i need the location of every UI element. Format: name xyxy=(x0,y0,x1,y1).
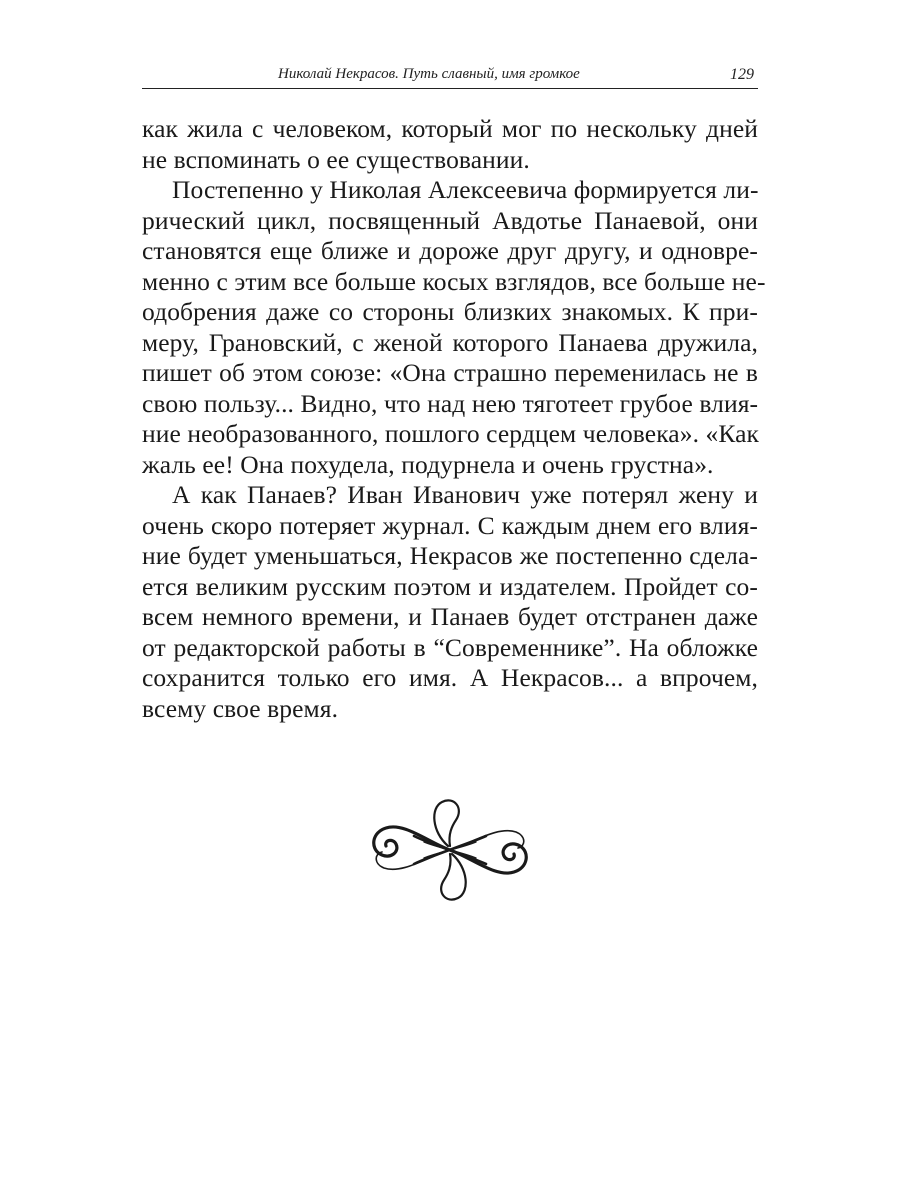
running-title: Николай Некрасов. Путь славный, имя громкое xyxy=(278,66,580,82)
text-line: сохранится только его имя. А Некрасов... а впрочем, xyxy=(142,663,758,692)
running-header xyxy=(142,62,758,86)
text-line: меру, Грановский, с женой которого Панаева дружила, xyxy=(142,327,758,357)
text-line: свою пользу... Видно, что над нею тяготеет грубое влия- xyxy=(142,388,759,418)
text-line: всем немного времени, и Панаев будет отстранен даже xyxy=(142,602,758,631)
text-line: как жила с человеком, который мог по нескольку дней xyxy=(142,114,758,143)
text-line: пишет об этом союзе: «Она страшно переменилась не в xyxy=(142,358,758,387)
text-line: Постепенно у Николая Алексеевича формируется ли- xyxy=(172,175,759,204)
text-line: ется великим русским поэтом и издателем. Пройдет со- xyxy=(142,571,758,601)
text-line: не вспоминать о ее существовании. xyxy=(142,144,530,174)
flourish-ornament-icon xyxy=(368,792,532,908)
text-line: всему свое время. xyxy=(142,693,339,723)
text-line: очень скоро потеряет журнал. С каждым днем его влия- xyxy=(142,510,758,540)
text-line: рический цикл, посвященный Авдотье Панаевой, они xyxy=(142,205,758,235)
text-line: одобрения даже со стороны близких знакомых. К при- xyxy=(142,297,758,326)
body-text xyxy=(142,114,766,724)
text-line: А как Панаев? Иван Иванович уже потерял жену и xyxy=(172,480,758,509)
header-rule xyxy=(142,88,758,89)
text-line: ние будет уменьшаться, Некрасов же постепенно сдела- xyxy=(142,541,758,570)
text-line: менно с этим все больше косых взглядов, все больше не- xyxy=(142,266,766,296)
text-line: ние необразованного, пошлого сердцем человека». «Как xyxy=(142,419,760,448)
text-line: жаль ее! Она похудела, подурнела и очень грустна». xyxy=(142,449,714,479)
text-line: становятся еще ближе и дороже друг другу, и одновре- xyxy=(142,236,758,265)
page-number: 129 xyxy=(730,66,754,83)
text-line: от редакторской работы в “Современнике”. На обложке xyxy=(142,632,758,662)
